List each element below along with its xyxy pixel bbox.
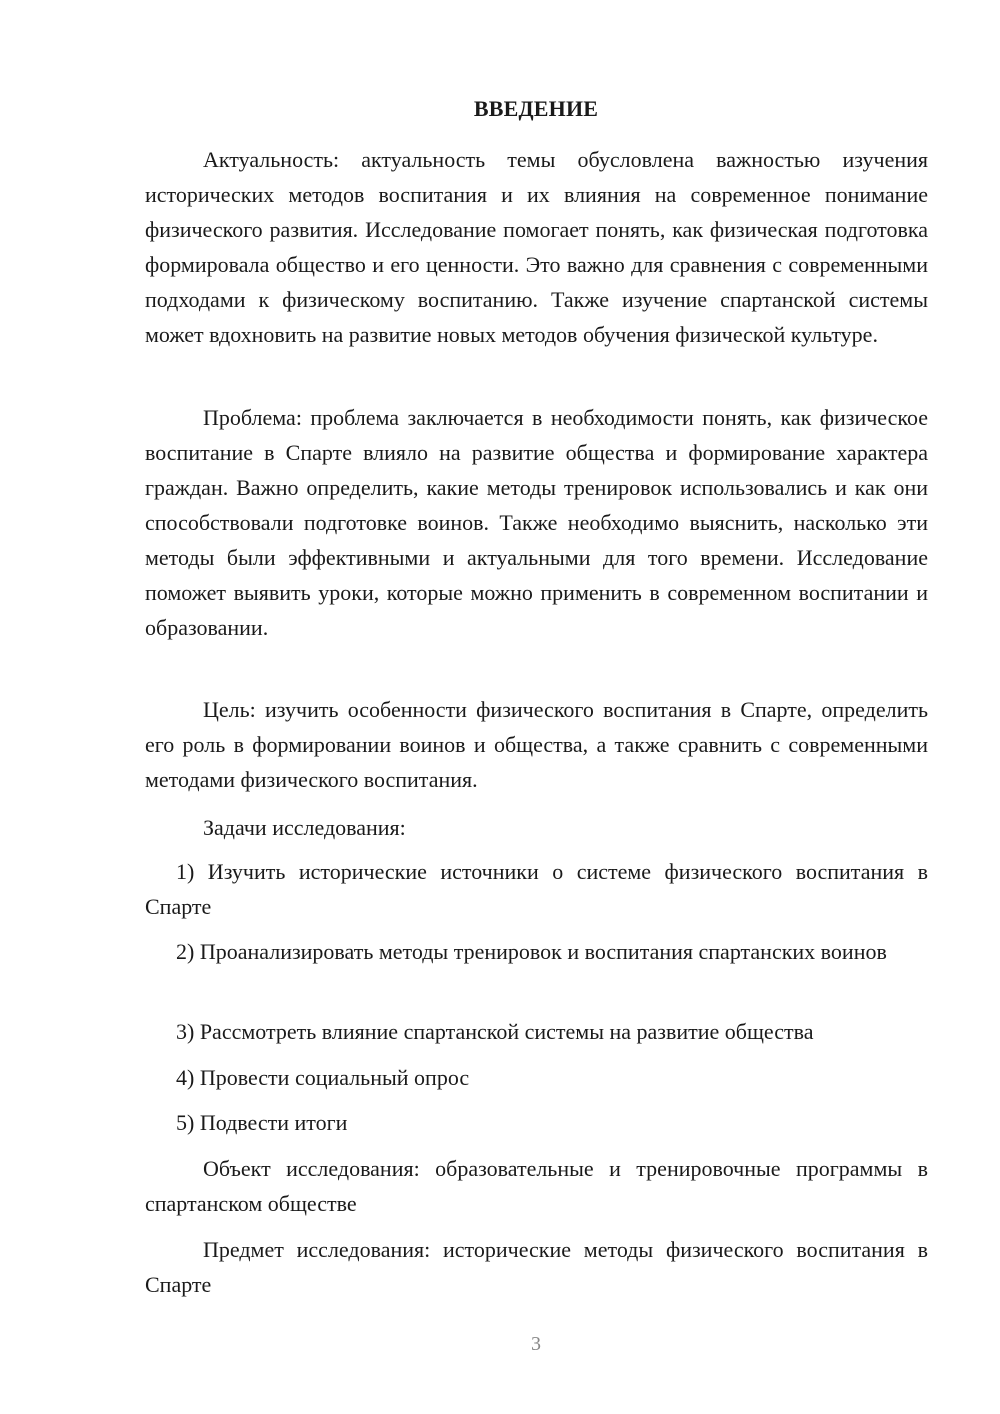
task-item-3: 3) Рассмотреть влияние спартанской системы на развитие общества (176, 1019, 814, 1044)
page-number: 3 (531, 1333, 541, 1355)
object-paragraph: Объект исследования: образовательные и тренировочные программы в спартанском обществе (145, 1156, 928, 1216)
goal-paragraph: Цель: изучить особенности физического воспитания в Спарте, определить его роль в формировании воинов и общества, а также сравнить с современными методами физического воспитания. (145, 697, 928, 792)
subject-paragraph: Предмет исследования: исторические методы физического воспитания в Спарте (145, 1237, 928, 1297)
relevance-paragraph: Актуальность: актуальность темы обусловлена важностью изучения исторических методов воспитания и их влияния на современное понимание физического развития. Исследование помогает понять, как физическая подготовка формировала общество и его ценности. Это важно для сравнения с современными подходами к физическому воспитанию. Также изучение спартанской системы может вдохновить на развитие новых методов обучения физической культуре. (145, 147, 928, 347)
task-item-2: 2) Проанализировать методы тренировок и воспитания спартанских воинов (176, 939, 887, 964)
problem-paragraph: Проблема: проблема заключается в необходимости понять, как физическое воспитание в Спарте влияло на развитие общества и формирование характера граждан. Важно определить, какие методы тренировок использовались и как они способствовали подготовке воинов. Также необходимо выяснить, насколько эти методы были эффективными и актуальными для того времени. Исследование поможет выявить уроки, которые можно применить в современном воспитании и образовании. (145, 405, 928, 640)
task-item-1: 1) Изучить исторические источники о системе физического воспитания в Спарте (145, 859, 928, 919)
section-heading: ВВЕДЕНИЕ (473, 96, 599, 121)
task-item-5: 5) Подвести итоги (176, 1110, 348, 1135)
task-item-4: 4) Провести социальный опрос (176, 1065, 470, 1090)
tasks-title: Задачи исследования: (203, 815, 406, 840)
